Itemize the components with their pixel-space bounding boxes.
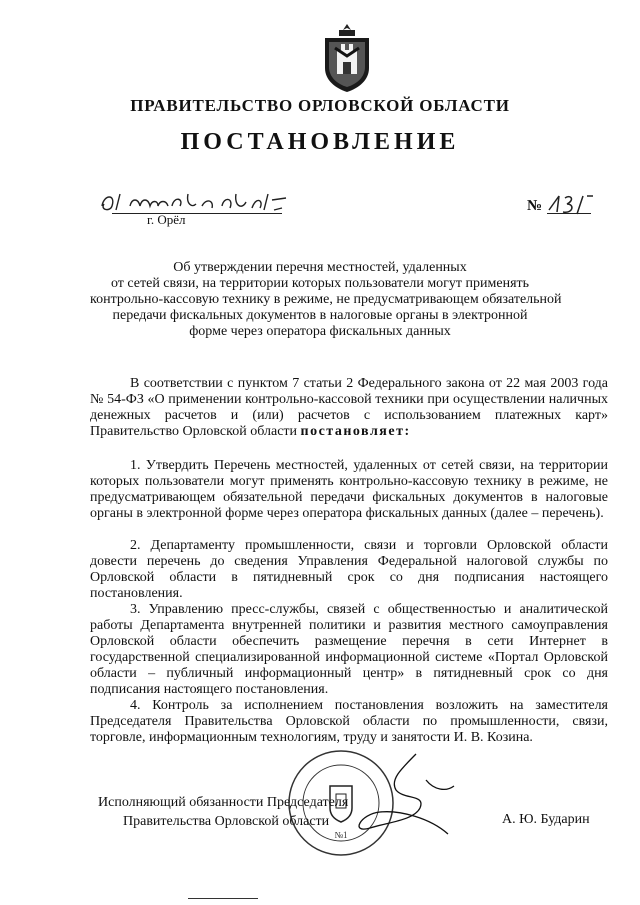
signatory-position bbox=[98, 793, 348, 831]
footer-divider bbox=[188, 898, 258, 899]
signatory-name: А. Ю. Бударин bbox=[502, 812, 590, 827]
subject-line: от сетей связи, на территории которых пользователи могут применять bbox=[110, 276, 530, 291]
seal-number: №1 bbox=[334, 830, 348, 840]
position-line-2: Правительства Орловской области bbox=[123, 814, 330, 829]
decree-word: постановляет: bbox=[300, 424, 411, 439]
subject-line: форме через оператора фискальных данных bbox=[189, 324, 451, 339]
item-text: 4. Контроль за исполнением постановления возложить на заместителя Председателя Правительства Орловской области по промышленности, связи, торговле, информационным технологиям, труду и занятости И. В. Козина. bbox=[90, 698, 608, 745]
item-text: 2. Департаменту промышленности, связи и торговли Орловской области довести перечень до сведения Управления Федеральной налоговой службы по Орловской области в пятидневный срок со дня подписания настоящего постановления. bbox=[90, 538, 608, 601]
item-4 bbox=[90, 698, 608, 746]
document-subject bbox=[90, 260, 562, 340]
document-type: ПОСТАНОВЛЕНИЕ bbox=[180, 129, 460, 155]
subject-line: передачи фискальных документов в налоговые органы в электронной bbox=[112, 308, 528, 323]
item-1 bbox=[90, 458, 608, 522]
preamble-text: В соответствии с пунктом 7 статьи 2 Федерального закона от 22 мая 2003 года № 54-ФЗ «О применении контрольно-кассовой техники при осуществлении наличных денежных расчетов и (или) расчетов с использованием платежных карт» Правительство Орловской области bbox=[90, 376, 608, 439]
number-label: № bbox=[527, 198, 543, 214]
number-underline bbox=[547, 213, 591, 214]
city-label: г. Орёл bbox=[147, 212, 186, 227]
subject-line: Об утверждении перечня местностей, удаленных bbox=[173, 260, 467, 275]
item-3 bbox=[90, 602, 608, 698]
item-2 bbox=[90, 538, 608, 602]
date-underline bbox=[112, 213, 282, 214]
preamble bbox=[90, 376, 608, 440]
item-text: 1. Утвердить Перечень местностей, удаленных от сетей связи, на территории которых пользователи могут применять контрольно-кассовую технику в режиме, не предусматривающем обязательной передачи фискальных документов в налоговые органы в электронной форме через оператора фискальных данных (далее – перечень). bbox=[90, 458, 608, 521]
item-text: 3. Управлению пресс-службы, связей с общественностью и аналитической работы Департамента внутренней политики и развития местного самоуправления Орловской области обеспечить размещение перечня в сети Интернет в государственной специализированной информационной системе «Портал Орловской области – публичный информационный центр» в пятидневный срок со дня подписания настоящего постановления. bbox=[90, 602, 608, 697]
subject-line: контрольно-кассовую технику в режиме, не предусматривающем обязательной bbox=[90, 292, 562, 307]
position-line-1: Исполняющий обязанности Председателя bbox=[98, 795, 349, 810]
coat-of-arms-icon bbox=[319, 22, 375, 94]
handwritten-signature bbox=[330, 750, 460, 845]
organization-title: ПРАВИТЕЛЬСТВО ОРЛОВСКОЙ ОБЛАСТИ bbox=[130, 96, 510, 115]
